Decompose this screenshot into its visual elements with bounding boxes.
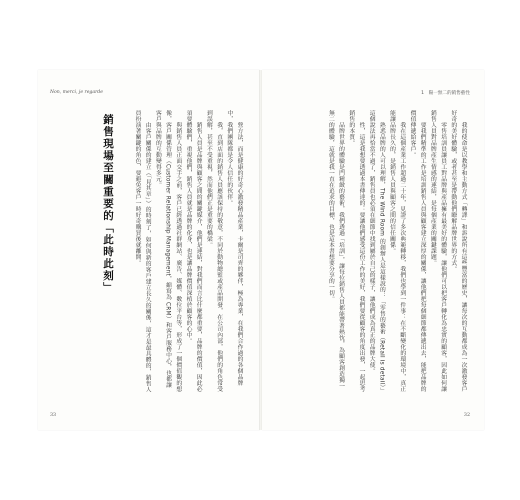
right-page xyxy=(262,70,484,430)
paragraph: 我，直到店面的銷售人員應該保持的敬意，不同於動物總監或產品開發，在公司內部，他們的角色常受到誤解，甚至不受重視，然而他們正是重要的橋梁。 xyxy=(205,110,222,392)
section-heading: 銷售現場至關重要的「此時此刻」 xyxy=(102,114,114,294)
paragraph: 我在這個產業工作超過二十年，見證了多次典範轉移，我們也學到一件事：在不斷變化的環境中，真正能讓品牌長久的，是銷售人員與顧客之間的信任關係。 xyxy=(388,110,405,392)
running-head-left: Non, merci, je regarde xyxy=(50,90,103,95)
paragraph: 銷售人員是品牌與顧客之間的關鍵媒介，他們是連結，對我們而言比什麼都重要，品牌的價值，因此必須要體驗們，重視他們，銷售人員就是品牌的化身，也是讓品牌價值深植於顧客的心中。 xyxy=(184,110,202,392)
paragraph: 零售培訓員讓員工對品牌與產品擁有最美好的體驗，讓他們可以把客戶轉化為忠實的顧客，因此如何讓銷售人員對品牌產生情感的連結，是每個產業的關鍵課題。 xyxy=(429,110,446,392)
right-page-body xyxy=(276,110,468,392)
paragraph: 我的使命是以教學和主動方式「轉譯」和訴說所有這些豐富的歷史，讓每次的互動都成為一次激發客戶好奇的美好體驗，或者甚至是帶動他們瞭解品牌世界的方式。 xyxy=(449,110,466,392)
paragraph: 營方法，而是健康的好奇心激發精品產業，卡爾是司齊的夥伴，極為專業，在我們合作過的各個品牌中，我們團隊都是令人信任的伙伴。 xyxy=(225,110,242,386)
page-number-right: 32 xyxy=(463,413,470,418)
paragraph: 熟悉品牌的人可以理解，The Wind Room 的創辦人是這樣說的：「零售的藝術（Retail is detail）」這個說法再恰當不過了，銷售員也必須在細節中找到屬於自己的樣子，讓他們成為真正的品牌大使。 xyxy=(368,110,385,391)
paragraph: 要我們精準的工作是培訓銷售人員與顧客建立深厚的關係，讓他們把每個細節都傳遞出去，能把品牌的價值傳遞給客戶。 xyxy=(408,110,426,392)
paragraph: 性，這是我想要透過本書傳達的：要讓他們感受這份工作的美好，我們要從顧客的角度出發，一起思考銷售的本質。 xyxy=(347,110,364,392)
page-number-left: 33 xyxy=(50,413,57,418)
paragraph: 與銷售人員正面交手之前，客戶已經透過社群網站、廣告、媒體、數位平台等，形成了一個價值觀的想像，客戶關係管理（Customer Relationship Management，縮寫為 CRM）和客戶服務中心，也都讓客戶與品牌的互動變得多元。 xyxy=(154,110,181,392)
running-head-right: 1 陽一無二的銷售藝性 xyxy=(421,91,470,96)
left-page xyxy=(38,70,260,430)
paragraph: 品牌世界的體驗是門精緻的藝術，我們透過「培訓」，讓每位銷售人員都能帶著熱忱，為顧客創造獨一無二的體驗，這就是我一直在追求的目標，也是這本書想要分享的一切。 xyxy=(327,110,344,389)
left-page-body xyxy=(124,110,244,392)
paragraph: 由客戶關係的建立（「見其章」）的時刻了，如何與新的客戶建立長久的關係，這才是最具體的，銷售人員扮演著關鍵的角色，要避免客戶一時好奇購買後就離開。 xyxy=(133,110,151,392)
